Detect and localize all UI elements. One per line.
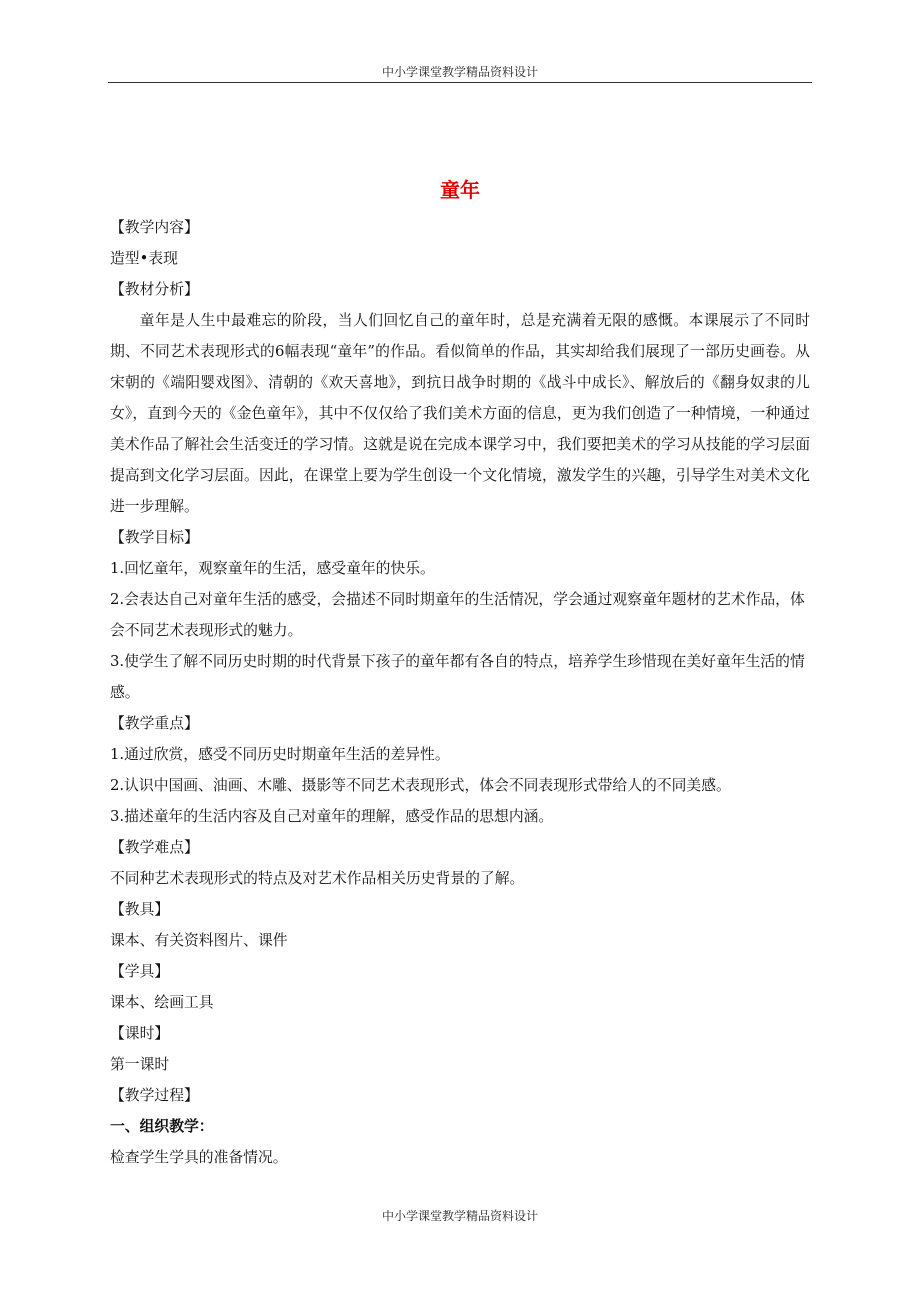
- material-analysis-paragraph: 童年是人生中最难忘的阶段，当人们回忆自己的童年时，总是充满着无限的感慨。本课展示了不同时期、不同艺术表现形式的6幅表现“童年”的作品。看似简单的作品，其实却给我们展现了一部历史画卷。从宋朝的《端阳婴戏图》、清朝的《欢天喜地》，到抗日战争时期的《战斗中成长》、解放后的《翻身奴隶的儿女》，直到今天的《金色童年》，其中不仅仅给了我们美术方面的信息，更为我们创造了一种情境，一种通过美术作品了解社会生活变迁的学习情。这就是说在完成本课学习中，我们要把美术的学习从技能的学习层面提高到文化学习层面。因此，在课堂上要为学生创设一个文化情境，激发学生的兴趣，引导学生对美术文化进一步理解。: [110, 312, 810, 515]
- objective-item: 2.会表达自己对童年生活的感受，会描述不同时期童年的生活情况，学会通过观察童年题材的艺术作品，体会不同艺术表现形式的魅力。: [110, 591, 805, 639]
- process-step1-heading: 一、组织教学：: [110, 1118, 214, 1135]
- objective-item: 1.回忆童年，观察童年的生活，感受童年的快乐。: [110, 560, 435, 577]
- difficulty-text: 不同种艺术表现形式的特点及对艺术作品相关历史背景的了解。: [110, 870, 525, 887]
- section-heading-objectives: 【教学目标】: [110, 529, 199, 546]
- section-heading-learning-tools: 【学具】: [110, 963, 170, 980]
- class-hours-text: 第一课时: [110, 1056, 170, 1073]
- key-point-item: 3.描述童年的生活内容及自己对童年的理解，感受作品的思想内涵。: [110, 808, 554, 825]
- process-step1-text: 检查学生学具的准备情况。: [110, 1149, 288, 1166]
- section-heading-teaching-aids: 【教具】: [110, 901, 170, 918]
- section-heading-difficulty: 【教学难点】: [110, 839, 199, 856]
- section-heading-process: 【教学过程】: [110, 1087, 199, 1104]
- page-footer: 中小学课堂教学精品资料设计: [381, 1209, 538, 1223]
- learning-tools-text: 课本、绘画工具: [110, 994, 214, 1011]
- key-point-item: 1.通过欣赏，感受不同历史时期童年生活的差异性。: [110, 746, 450, 763]
- section-heading-key-points: 【教学重点】: [110, 715, 199, 732]
- page-header: 中小学课堂教学精品资料设计: [381, 65, 538, 79]
- teaching-aids-text: 课本、有关资料图片、课件: [110, 932, 288, 949]
- section-heading-class-hours: 【课时】: [110, 1025, 170, 1042]
- document-title: 童年: [440, 178, 480, 202]
- section-heading-teaching-content: 【教学内容】: [110, 219, 199, 236]
- document-body: [110, 212, 810, 1173]
- header-divider: [108, 82, 812, 83]
- teaching-content-text: 造型•表现: [110, 250, 178, 267]
- section-heading-material-analysis: 【教材分析】: [110, 281, 199, 298]
- key-point-item: 2.认识中国画、油画、木雕、摄影等不同艺术表现形式，体会不同表现形式带给人的不同美感。: [110, 777, 731, 794]
- objective-item: 3.使学生了解不同历史时期的时代背景下孩子的童年都有各自的特点，培养学生珍惜现在美好童年生活的情感。: [110, 653, 805, 701]
